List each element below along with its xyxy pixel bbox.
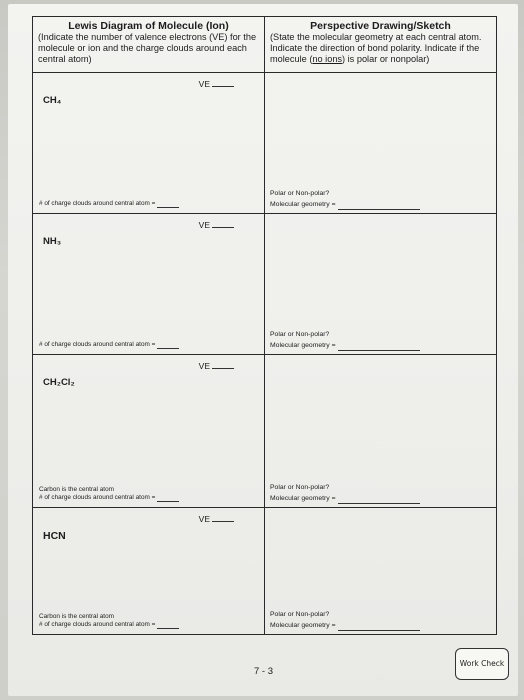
sketch-cell-ch2cl2[interactable] xyxy=(265,355,497,508)
polarity-prompt xyxy=(270,482,420,504)
right-header-instructions xyxy=(270,32,491,65)
left-header-instructions: (Indicate the number of valence electrons (VE) for the molecule or ion and the charge clouds around each central atom) xyxy=(38,32,257,64)
geometry-label: Molecular geometry = xyxy=(270,495,336,502)
ve-blank xyxy=(199,79,234,89)
charge-clouds-label: # of charge clouds around central atom = xyxy=(39,341,156,348)
lewis-cell-ch4[interactable] xyxy=(33,73,265,214)
ve-label: VE xyxy=(198,220,210,230)
right-header-title: Perspective Drawing/Sketch xyxy=(310,20,451,32)
geometry-answer-line[interactable] xyxy=(338,342,420,351)
right-header-text-b: ) is polar or nonpolar) xyxy=(342,54,430,64)
geometry-row xyxy=(270,199,420,210)
charge-clouds-prompt xyxy=(39,613,179,629)
charge-clouds-answer-line[interactable] xyxy=(157,348,179,349)
lewis-cell-nh3[interactable] xyxy=(33,214,265,355)
work-check-stamp: Work Check xyxy=(455,648,509,680)
polarity-prompt xyxy=(270,188,420,210)
formula-ch4: CH₄ xyxy=(43,95,62,106)
geometry-label: Molecular geometry = xyxy=(270,201,336,208)
geometry-answer-line[interactable] xyxy=(338,622,420,631)
worksheet-table xyxy=(32,16,497,635)
charge-clouds-answer-line[interactable] xyxy=(157,628,179,629)
right-header xyxy=(265,17,497,73)
ve-answer-line[interactable] xyxy=(212,227,234,228)
ve-label: VE xyxy=(198,361,210,371)
geometry-row xyxy=(270,620,420,631)
right-header-text-a: (State the molecular geometry at each central atom. Indicate the direction of bond polarity. Indicate if the molecule ( xyxy=(270,32,482,64)
molecule-row-ch4 xyxy=(33,73,497,214)
formula-ch2cl2: CH₂Cl₂ xyxy=(43,377,75,388)
ve-answer-line[interactable] xyxy=(212,521,234,522)
molecule-row-nh3 xyxy=(33,214,497,355)
ve-answer-line[interactable] xyxy=(212,86,234,87)
page-number: 7 - 3 xyxy=(254,666,274,677)
formula-hcn: HCN xyxy=(43,530,66,542)
charge-clouds-label: # of charge clouds around central atom = xyxy=(39,494,156,501)
polar-label: Polar or Non-polar? xyxy=(270,611,330,618)
ve-label: VE xyxy=(198,79,210,89)
charge-clouds-label: # of charge clouds around central atom = xyxy=(39,200,156,207)
left-header xyxy=(33,17,265,73)
polarity-prompt xyxy=(270,329,420,351)
lewis-cell-hcn[interactable] xyxy=(33,508,265,635)
ve-answer-line[interactable] xyxy=(212,368,234,369)
charge-clouds-answer-line[interactable] xyxy=(157,501,179,502)
charge-clouds-prompt xyxy=(39,341,179,349)
molecule-row-ch2cl2 xyxy=(33,355,497,508)
geometry-row xyxy=(270,493,420,504)
sketch-cell-nh3[interactable] xyxy=(265,214,497,355)
polarity-prompt xyxy=(270,609,420,631)
polar-label: Polar or Non-polar? xyxy=(270,331,330,338)
geometry-answer-line[interactable] xyxy=(338,201,420,210)
carbon-central-note: Carbon is the central atom xyxy=(39,613,114,620)
polar-label: Polar or Non-polar? xyxy=(270,484,330,491)
polar-label: Polar or Non-polar? xyxy=(270,190,330,197)
worksheet-page xyxy=(8,4,518,696)
header-row xyxy=(33,17,497,73)
geometry-label: Molecular geometry = xyxy=(270,342,336,349)
charge-clouds-prompt xyxy=(39,200,179,208)
formula-nh3: NH₃ xyxy=(43,236,62,247)
left-header-title: Lewis Diagram of Molecule (Ion) xyxy=(68,20,229,32)
charge-clouds-prompt xyxy=(39,486,179,502)
ve-blank xyxy=(199,361,234,371)
sketch-cell-ch4[interactable] xyxy=(265,73,497,214)
sketch-cell-hcn[interactable] xyxy=(265,508,497,635)
ve-blank xyxy=(199,514,234,524)
geometry-label: Molecular geometry = xyxy=(270,622,336,629)
charge-clouds-label: # of charge clouds around central atom = xyxy=(39,621,156,628)
molecule-row-hcn xyxy=(33,508,497,635)
geometry-row xyxy=(270,340,420,351)
ve-blank xyxy=(199,220,234,230)
lewis-cell-ch2cl2[interactable] xyxy=(33,355,265,508)
right-header-underlined: no ions xyxy=(312,54,343,64)
geometry-answer-line[interactable] xyxy=(338,495,420,504)
charge-clouds-answer-line[interactable] xyxy=(157,207,179,208)
carbon-central-note: Carbon is the central atom xyxy=(39,486,114,493)
ve-label: VE xyxy=(198,514,210,524)
